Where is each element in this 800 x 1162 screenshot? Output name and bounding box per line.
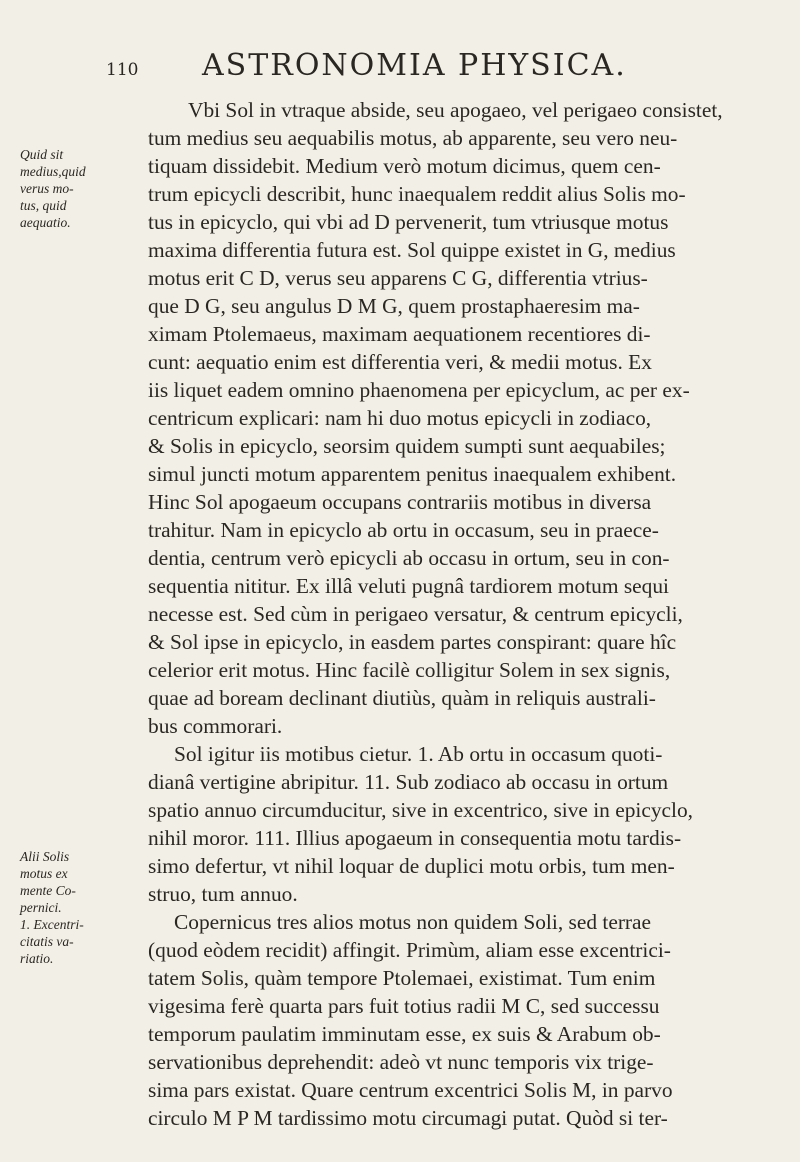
margin-note-line: verus mo- [20,181,74,196]
margin-note-line: Quid sit [20,147,64,162]
text-line: maxima differentia futura est. Sol quippe existet in G, medius [148,238,676,262]
margin-note-line: aequatio. [20,215,71,230]
text-line: tatem Solis, quàm tempore Ptolemaei, existimat. Tum enim [148,966,656,990]
text-line: celerior erit motus. Hinc facilè colligitur Solem in sex signis, [148,658,671,682]
page-number: 110 [106,60,139,80]
text-line: struo, tum annuo. [148,882,298,906]
text-line: iis liquet eadem omnino phaenomena per epicyclum, ac per ex- [148,378,690,402]
text-line: trahitur. Nam in epicyclo ab ortu in occasum, seu in praece- [148,518,659,542]
text-line: necesse est. Sed cùm in perigaeo versatur, & centrum epicycli, [148,602,683,626]
text-line: Sol igitur iis motibus cietur. 1. Ab ortu in occasum quoti- [174,742,663,766]
margin-note-1 [20,146,130,231]
margin-note-line: medius,quid [20,164,86,179]
text-line: dentia, centrum verò epicycli ab occasu in ortum, seu in con- [148,546,670,570]
body-text [148,96,774,1132]
margin-note-line: citatis va- [20,934,74,949]
text-line: ximam Ptolemaeus, maximam aequationem recentiores di- [148,322,651,346]
text-line: Hinc Sol apogaeum occupans contrariis motibus in diversa [148,490,652,514]
text-line: dianâ vertigine abripitur. 11. Sub zodiaco ab occasu in ortum [148,770,669,794]
text-line: vigesima ferè quarta pars fuit totius radii M C, sed successu [148,994,660,1018]
page-header [106,48,706,88]
text-line: temporum paulatim imminutam esse, ex suis & Arabum ob- [148,1022,661,1046]
text-line: bus commorari. [148,714,283,738]
margin-note-line: motus ex [20,866,68,881]
text-line: tus in epicyclo, qui vbi ad D pervenerit, tum vtriusque motus [148,210,669,234]
text-line: Copernicus tres alios motus non quidem Soli, sed terrae [174,910,652,934]
text-line: cunt: aequatio enim est differentia veri, & medii motus. Ex [148,350,652,374]
text-line: nihil moror. 111. Illius apogaeum in consequentia motu tardis- [148,826,682,850]
text-line: & Sol ipse in epicyclo, in easdem partes conspirant: quare hîc [148,630,677,654]
text-line: sequentia nititur. Ex illâ veluti pugnâ tardiorem motum sequi [148,574,669,598]
margin-note-2 [20,848,130,967]
margin-note-line: pernici. [20,900,62,915]
text-line: tum medius seu aequabilis motus, ab apparente, seu vero neu- [148,126,678,150]
text-line: tiquam dissidebit. Medium verò motum dicimus, quem cen- [148,154,661,178]
margin-note-line: 1. Excentri- [20,917,84,932]
margin-note-line: mente Co- [20,883,76,898]
text-line: centricum explicari: nam hi duo motus epicycli in zodiaco, [148,406,652,430]
text-line: Vbi Sol in vtraque abside, seu apogaeo, vel perigaeo consistet, [188,98,723,122]
text-line: simo defertur, vt nihil loquar de duplici motu orbis, tum men- [148,854,675,878]
text-line: servationibus deprehendit: adeò vt nunc temporis vix trige- [148,1050,654,1074]
text-line: circulo M P M tardissimo motu circumagi putat. Quòd si ter- [148,1106,668,1130]
text-line: sima pars existat. Quare centrum excentrici Solis M, in parvo [148,1078,673,1102]
margin-note-line: tus, quid [20,198,67,213]
text-line: motus erit C D, verus seu apparens C G, differentia vtrius- [148,266,648,290]
margin-note-line: Alii Solis [20,849,70,864]
text-line: (quod eòdem recidit) affingit. Primùm, aliam esse excentrici- [148,938,671,962]
text-line: spatio annuo circumducitur, sive in excentrico, sive in epicyclo, [148,798,694,822]
text-line: trum epicycli describit, hunc inaequalem reddit alius Solis mo- [148,182,686,206]
text-line: que D G, seu angulus D M G, quem prostaphaeresim ma- [148,294,640,318]
margin-note-line: riatio. [20,951,54,966]
text-line: simul juncti motum apparentem penitus inaequalem exhibent. [148,462,677,486]
text-line: & Solis in epicyclo, seorsim quidem sumpti sunt aequabiles; [148,434,666,458]
running-title: ASTRONOMIA PHYSICA. [202,48,627,83]
text-line: quae ad boream declinant diutiùs, quàm in reliquis australi- [148,686,656,710]
